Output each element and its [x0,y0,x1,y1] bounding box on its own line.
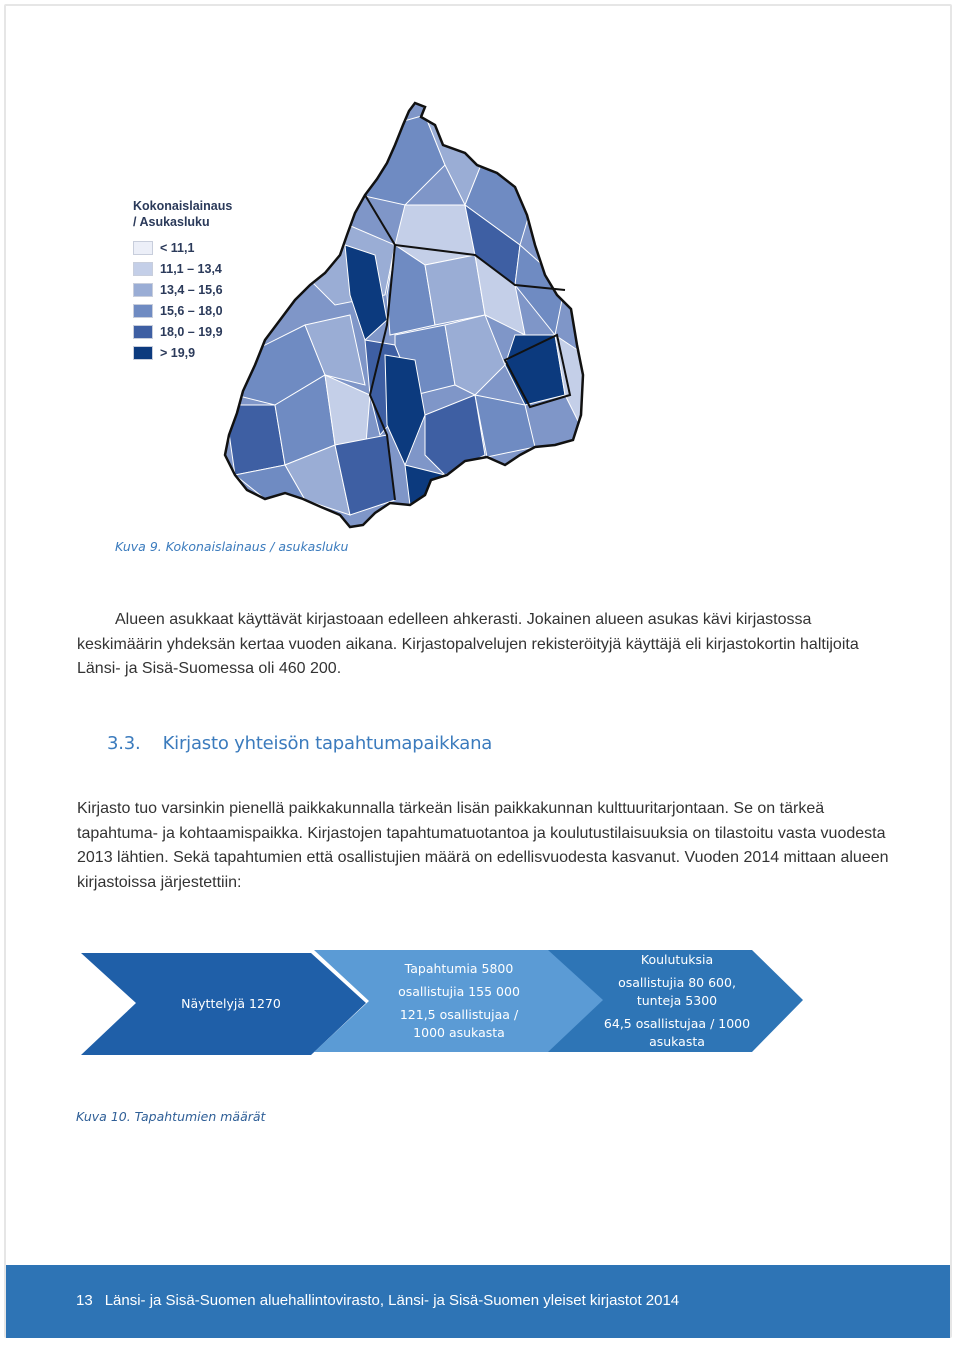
footer-bar [6,1265,950,1338]
figure-9-caption: Kuva 9. Kokonaislainaus / asukasluku [115,539,349,554]
legend-swatch [133,241,153,255]
legend-title: Kokonaislainaus / Asukasluku [133,199,233,229]
step-exhibitions: Näyttelyjä 1270 [181,996,281,1011]
legend-label: 18,0 – 19,9 [160,324,223,339]
legend-label: > 19,9 [160,345,196,360]
legend-item [133,321,263,342]
legend-swatch [133,283,153,297]
legend-item [133,300,263,321]
legend-item [133,237,263,258]
step-trainings: Koulutuksia osallistujia 80 600, tunteja 5300 64,5 osallistujaa / 1000 asukasta [603,952,751,1049]
legend-item [133,342,263,363]
paragraph-library-usage: Alueen asukkaat käyttävät kirjastoaan edelleen ahkerasti. Jokainen alueen asukas kävi kirjastossa keskimäärin yhdeksän kertaa vuoden aikana. Kirjastopalvelujen rekisteröityjä käyttäjä eli kirjastokortin haltijoita Länsi- ja Sisä-Suomessa oli 460 200. [77,611,859,677]
legend-item [133,258,263,279]
legend-swatch [133,262,153,276]
footer-text [76,1292,679,1309]
section-title: Kirjasto yhteisön tapahtumapaikkana [162,733,493,754]
figure-10-caption: Kuva 10. Tapahtumien määrät [76,1109,266,1124]
events-process-diagram [76,940,816,1060]
map-legend [133,198,263,363]
legend-label: 15,6 – 18,0 [160,303,223,318]
legend-label: 13,4 – 15,6 [160,282,223,297]
legend-swatch [133,346,153,360]
legend-label: < 11,1 [160,240,195,255]
legend-swatch [133,325,153,339]
legend-swatch [133,304,153,318]
section-heading [107,733,492,754]
legend-item [133,279,263,300]
step-events: Tapahtumia 5800 osallistujia 155 000 121,5 osallistujaa / 1000 asukasta [398,961,520,1040]
page-number: 13 [76,1292,93,1309]
legend-list [133,237,263,363]
legend-label: 11,1 – 13,4 [160,261,222,276]
section-number: 3.3. [107,733,141,754]
paragraph-events: Kirjasto tuo varsinkin pienellä paikkakunnalla tärkeän lisän paikkakunnan kulttuuritarjontaan. Se on tärkeä tapahtuma- ja kohtaamispaikka. Kirjastojen tapahtumatuotantoa ja koulutustilaisuuksia on tilastoitu vasta vuodesta 2013 lähtien. Sekä tapahtumien että osallistujien määrä on edellisvuodesta kasvanut. Vuoden 2014 mittaan alueen kirjastoissa järjestettiin: [77,800,889,891]
footer-title: Länsi- ja Sisä-Suomen aluehallintovirasto, Länsi- ja Sisä-Suomen yleiset kirjastot 2014 [104,1292,680,1309]
